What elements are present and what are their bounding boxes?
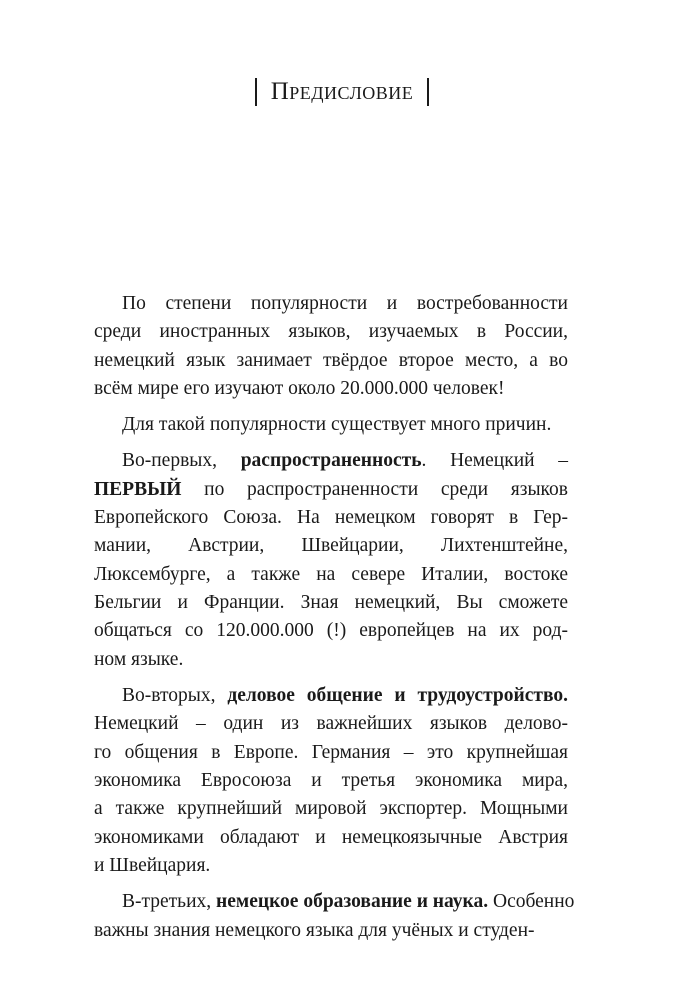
text-run: В-третьих, bbox=[122, 891, 217, 913]
text-line bbox=[94, 375, 568, 403]
text-run: Для такой популярности существует много причин. bbox=[122, 414, 552, 436]
text-line bbox=[94, 347, 568, 375]
text-run: Европейского Союза. На немецком говорят в Гер- bbox=[94, 506, 568, 528]
text-line bbox=[94, 852, 568, 880]
text-line bbox=[94, 682, 568, 710]
text-line bbox=[94, 532, 568, 560]
text-line bbox=[94, 504, 568, 532]
bold-emphasis: ПЕРВЫЙ bbox=[94, 478, 182, 500]
text-run: мании, Австрии, Швейцарии, Лихтенштейне, bbox=[94, 535, 568, 557]
text-run: ном языке. bbox=[94, 648, 184, 670]
bold-emphasis: немецкое образование и наука. bbox=[216, 891, 489, 913]
text-run: Особенно bbox=[488, 891, 575, 913]
text-run: важны знания немецкого языка для учёных и студен- bbox=[94, 919, 535, 941]
chapter-title: Предисловие bbox=[270, 78, 414, 105]
text-run: Во-вторых, bbox=[122, 684, 228, 706]
text-line bbox=[94, 767, 568, 795]
bold-emphasis: деловое общение и трудоустройство. bbox=[227, 684, 568, 706]
text-run: всём мире его изучают около 20.000.000 человек! bbox=[94, 378, 505, 400]
text-run: Бельгии и Франции. Зная немецкий, Вы сможете bbox=[94, 592, 568, 614]
text-line bbox=[94, 411, 568, 439]
text-line bbox=[94, 710, 568, 738]
paragraph bbox=[94, 682, 568, 881]
text-run: немецкий язык занимает твёрдое второе место, а во bbox=[94, 349, 568, 371]
text-run: экономиками обладают и немецкоязычные Австрия bbox=[94, 826, 568, 848]
text-run: го общения в Европе. Германия – это крупнейшая bbox=[94, 741, 568, 763]
text-line bbox=[94, 888, 575, 916]
paragraph bbox=[94, 888, 575, 945]
text-line bbox=[94, 739, 568, 767]
text-line bbox=[94, 824, 568, 852]
text-run: среди иностранных языков, изучаемых в России, bbox=[94, 321, 568, 343]
text-line bbox=[94, 646, 568, 674]
text-line bbox=[94, 917, 568, 945]
text-line bbox=[94, 318, 568, 346]
text-run: Во-первых, bbox=[122, 450, 241, 472]
text-run: по распространенности среди языков bbox=[181, 478, 568, 500]
body-text bbox=[94, 290, 575, 945]
text-line bbox=[94, 617, 568, 645]
text-line bbox=[94, 290, 568, 318]
text-run: Немецкий – один из важнейших языков делово- bbox=[94, 713, 568, 735]
heading-left-rule bbox=[255, 78, 257, 106]
text-run: . Немецкий – bbox=[421, 450, 568, 472]
text-run: экономика Евросоюза и третья экономика мира, bbox=[94, 770, 568, 792]
chapter-heading bbox=[0, 78, 684, 106]
heading-right-rule bbox=[427, 78, 429, 106]
text-line bbox=[94, 561, 568, 589]
text-line bbox=[94, 795, 568, 823]
text-line bbox=[94, 589, 568, 617]
text-run: и Швейцария. bbox=[94, 855, 211, 877]
text-line bbox=[94, 476, 568, 504]
bold-emphasis: распространенность bbox=[240, 450, 422, 472]
paragraph bbox=[94, 290, 568, 404]
text-run: По степени популярности и востребованности bbox=[122, 293, 568, 314]
text-line bbox=[94, 447, 568, 475]
text-run: Люксембурге, а также на севере Италии, востоке bbox=[94, 563, 568, 585]
text-run: а также крупнейший мировой экспортер. Мощными bbox=[94, 798, 568, 820]
paragraph bbox=[94, 411, 568, 439]
paragraph bbox=[94, 447, 568, 674]
text-run: общаться со 120.000.000 (!) европейцев на их род- bbox=[94, 620, 568, 642]
